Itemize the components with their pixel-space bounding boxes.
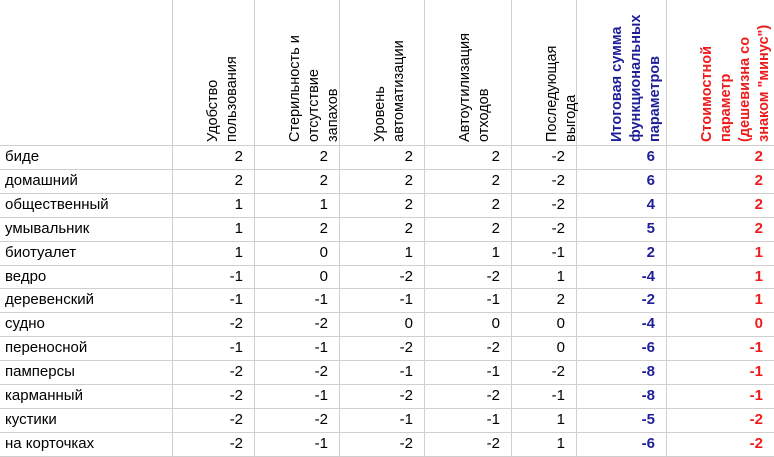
grid-row-line bbox=[0, 241, 774, 242]
row-label[interactable]: судно bbox=[5, 315, 45, 333]
table-cell[interactable]: -1 bbox=[399, 410, 413, 428]
table-cell[interactable]: 0 bbox=[319, 243, 328, 261]
grid-row-line bbox=[0, 217, 774, 218]
table-cell[interactable]: 6 bbox=[646, 148, 655, 165]
table-cell[interactable]: 1 bbox=[556, 434, 565, 452]
table-cell[interactable]: 2 bbox=[404, 195, 413, 213]
column-header-label: Итоговая сумма функциональных параметров bbox=[609, 14, 663, 142]
table-cell[interactable]: 2 bbox=[491, 219, 500, 237]
table-cell[interactable]: -2 bbox=[229, 315, 243, 333]
table-cell[interactable]: 0 bbox=[404, 315, 413, 333]
table-cell[interactable]: 2 bbox=[754, 148, 763, 165]
row-label[interactable]: кустики bbox=[5, 410, 57, 428]
column-header[interactable] bbox=[666, 0, 774, 145]
table-cell[interactable]: -2 bbox=[314, 410, 328, 428]
table-cell[interactable]: 0 bbox=[556, 315, 565, 333]
grid-row-line bbox=[0, 312, 774, 313]
table-cell[interactable]: 1 bbox=[556, 410, 565, 428]
table-cell[interactable]: 1 bbox=[319, 195, 328, 213]
column-header-label: Удобство пользования bbox=[205, 56, 240, 142]
table-cell[interactable]: -1 bbox=[229, 267, 243, 285]
grid-row-line bbox=[0, 145, 774, 146]
grid-row-line bbox=[0, 360, 774, 361]
row-label[interactable]: деревенский bbox=[5, 291, 95, 309]
table-cell[interactable]: -2 bbox=[749, 434, 763, 452]
table-cell[interactable]: 2 bbox=[319, 148, 328, 165]
table-cell[interactable]: -2 bbox=[486, 339, 500, 357]
grid-row-line bbox=[0, 193, 774, 194]
table-cell[interactable]: -1 bbox=[229, 339, 243, 357]
table-cell[interactable]: -2 bbox=[551, 219, 565, 237]
table-cell[interactable]: -2 bbox=[551, 363, 565, 381]
table-cell[interactable]: 2 bbox=[234, 171, 243, 189]
table-cell[interactable]: 2 bbox=[404, 148, 413, 165]
table-cell[interactable]: -4 bbox=[641, 315, 655, 333]
table-cell[interactable]: -4 bbox=[641, 267, 655, 285]
table-cell[interactable]: -2 bbox=[314, 315, 328, 333]
table-cell[interactable]: 0 bbox=[491, 315, 500, 333]
table-cell[interactable]: 2 bbox=[646, 243, 655, 261]
table-cell[interactable]: 0 bbox=[556, 339, 565, 357]
column-header-label: Стоимостной параметр (дешевизна со знаком "минус") bbox=[699, 24, 772, 142]
table-cell[interactable]: -2 bbox=[641, 291, 655, 309]
table-cell[interactable]: 2 bbox=[754, 171, 763, 189]
table-cell[interactable]: 1 bbox=[556, 267, 565, 285]
column-header[interactable] bbox=[254, 0, 339, 145]
row-label[interactable]: общественный bbox=[5, 195, 109, 213]
table-cell[interactable]: -2 bbox=[399, 387, 413, 404]
table-cell[interactable]: -2 bbox=[551, 195, 565, 213]
table-cell[interactable]: -1 bbox=[551, 387, 565, 404]
row-label[interactable]: карманный bbox=[5, 387, 83, 404]
table-cell[interactable]: 2 bbox=[754, 219, 763, 237]
table-cell[interactable]: -2 bbox=[229, 363, 243, 381]
table-cell[interactable]: -2 bbox=[399, 339, 413, 357]
table-cell[interactable]: -8 bbox=[641, 387, 655, 404]
table-cell[interactable]: -1 bbox=[749, 339, 763, 357]
row-label[interactable]: биотуалет bbox=[5, 243, 77, 261]
table-cell[interactable]: -6 bbox=[641, 434, 655, 452]
table-cell[interactable]: 1 bbox=[754, 291, 763, 309]
table-cell[interactable]: -2 bbox=[229, 410, 243, 428]
table-cell[interactable]: -1 bbox=[399, 363, 413, 381]
table-cell[interactable]: 1 bbox=[234, 195, 243, 213]
column-header[interactable] bbox=[576, 0, 666, 145]
table-cell[interactable]: -1 bbox=[399, 291, 413, 309]
row-label[interactable]: переносной bbox=[5, 339, 88, 357]
table-cell[interactable]: -2 bbox=[486, 434, 500, 452]
table-cell[interactable]: -1 bbox=[749, 387, 763, 404]
table-cell[interactable]: 1 bbox=[404, 243, 413, 261]
table-cell[interactable]: -2 bbox=[314, 363, 328, 381]
grid-row-line bbox=[0, 432, 774, 433]
row-label[interactable]: на корточках bbox=[5, 434, 95, 452]
table-cell[interactable]: -1 bbox=[314, 291, 328, 309]
row-label[interactable]: домашний bbox=[5, 171, 78, 189]
table-cell[interactable]: -1 bbox=[314, 339, 328, 357]
column-header[interactable] bbox=[339, 0, 424, 145]
table-cell[interactable]: 5 bbox=[646, 219, 655, 237]
table-cell[interactable]: -5 bbox=[641, 410, 655, 428]
table-cell[interactable]: 2 bbox=[491, 171, 500, 189]
row-label[interactable]: памперсы bbox=[5, 363, 75, 381]
grid-row-line bbox=[0, 265, 774, 266]
table-cell[interactable]: 2 bbox=[319, 171, 328, 189]
table-cell[interactable]: -2 bbox=[551, 148, 565, 165]
table-cell[interactable]: -2 bbox=[399, 267, 413, 285]
table-cell[interactable]: -1 bbox=[229, 291, 243, 309]
grid-row-line bbox=[0, 288, 774, 289]
table-cell[interactable]: -2 bbox=[399, 434, 413, 452]
grid-row-line bbox=[0, 336, 774, 337]
grid-row-line bbox=[0, 169, 774, 170]
table-cell[interactable]: 1 bbox=[491, 243, 500, 261]
table-cell[interactable]: 2 bbox=[754, 195, 763, 213]
table-cell[interactable]: -2 bbox=[229, 387, 243, 404]
table-cell[interactable]: 1 bbox=[754, 267, 763, 285]
table-cell[interactable]: -1 bbox=[486, 410, 500, 428]
table-cell[interactable]: -6 bbox=[641, 339, 655, 357]
table-cell[interactable]: -2 bbox=[486, 267, 500, 285]
column-header[interactable] bbox=[511, 0, 579, 145]
table-cell[interactable]: -2 bbox=[486, 387, 500, 404]
table-cell[interactable]: 6 bbox=[646, 171, 655, 189]
column-header-label: Стерильность и отсутствие запахов bbox=[287, 35, 341, 142]
table-cell[interactable]: 2 bbox=[491, 148, 500, 165]
table-cell[interactable]: -1 bbox=[551, 243, 565, 261]
column-header[interactable] bbox=[424, 0, 511, 145]
table-cell[interactable]: -1 bbox=[314, 387, 328, 404]
table-cell[interactable]: 1 bbox=[234, 243, 243, 261]
column-header-label: Последующая выгода bbox=[544, 45, 579, 142]
table-cell[interactable]: 2 bbox=[556, 291, 565, 309]
column-header[interactable] bbox=[172, 0, 254, 145]
table-cell[interactable]: 1 bbox=[234, 219, 243, 237]
column-header-label: Уровень автоматизации bbox=[372, 40, 407, 142]
row-label[interactable]: умывальник bbox=[5, 219, 90, 237]
table-cell[interactable]: -1 bbox=[314, 434, 328, 452]
table-cell[interactable]: -2 bbox=[749, 410, 763, 428]
table-cell[interactable]: 0 bbox=[754, 315, 763, 333]
table-cell[interactable]: 2 bbox=[234, 148, 243, 165]
table-cell[interactable]: -1 bbox=[749, 363, 763, 381]
column-header-label: Автоутилизация отходов bbox=[457, 33, 492, 142]
table-cell[interactable]: -2 bbox=[551, 171, 565, 189]
row-label[interactable]: ведро bbox=[5, 267, 47, 285]
grid-row-line bbox=[0, 408, 774, 409]
table-cell[interactable]: 1 bbox=[754, 243, 763, 261]
grid-row-line bbox=[0, 384, 774, 385]
table-cell[interactable]: 0 bbox=[319, 267, 328, 285]
table-cell[interactable]: -2 bbox=[229, 434, 243, 452]
table-cell[interactable]: 2 bbox=[319, 219, 328, 237]
table-cell[interactable]: -1 bbox=[486, 291, 500, 309]
table-cell[interactable]: 2 bbox=[404, 171, 413, 189]
table-cell[interactable]: 4 bbox=[646, 195, 655, 213]
table-cell[interactable]: -1 bbox=[486, 363, 500, 381]
table-cell[interactable]: 2 bbox=[404, 219, 413, 237]
table-cell[interactable]: -8 bbox=[641, 363, 655, 381]
table-cell[interactable]: 2 bbox=[491, 195, 500, 213]
row-label[interactable]: биде bbox=[5, 148, 40, 165]
